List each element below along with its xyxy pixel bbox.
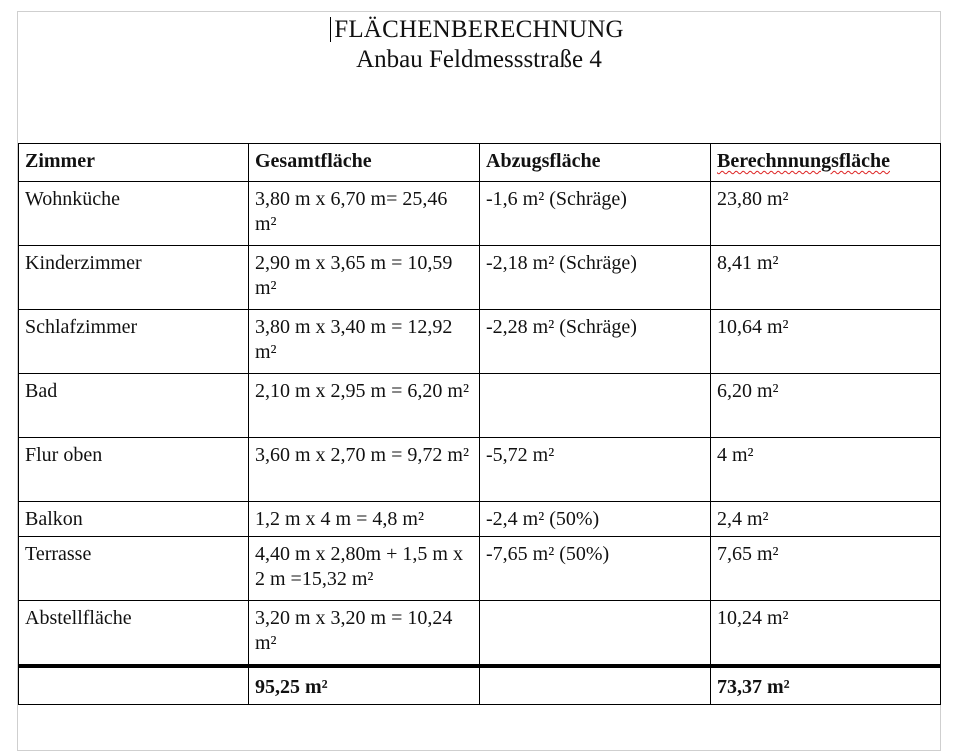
table-row [19,438,941,502]
cell-result[interactable]: 4 m² [711,438,941,502]
cell-deduction[interactable]: -5,72 m² [480,438,711,502]
cell-total[interactable]: 2,90 m x 3,65 m = 10,59 m² [249,246,480,310]
table-row [19,182,941,246]
header-calculated-area[interactable] [711,144,941,182]
cell-room[interactable]: Balkon [19,502,249,537]
cell-result[interactable]: 2,4 m² [711,502,941,537]
table-header-row [19,144,941,182]
total-area-sum[interactable]: 95,25 m² [249,666,480,705]
text-cursor [330,17,331,42]
cell-result[interactable]: 6,20 m² [711,374,941,438]
table-row [19,502,941,537]
cell-total[interactable]: 3,80 m x 6,70 m= 25,46 m² [249,182,480,246]
cell-total[interactable]: 4,40 m x 2,80m + 1,5 m x 2 m =15,32 m² [249,537,480,601]
cell-result[interactable]: 10,24 m² [711,601,941,667]
cell-total[interactable]: 2,10 m x 2,95 m = 6,20 m² [249,374,480,438]
header-total-area[interactable]: Gesamtfläche [249,144,480,182]
cell-room[interactable]: Bad [19,374,249,438]
document-subtitle[interactable]: Anbau Feldmessstraße 4 [356,46,602,73]
cell-deduction[interactable] [480,601,711,667]
cell-result[interactable]: 7,65 m² [711,537,941,601]
cell-room[interactable]: Schlafzimmer [19,310,249,374]
cell-room[interactable]: Wohnküche [19,182,249,246]
area-table [18,143,941,705]
cell-room[interactable]: Abstellfläche [19,601,249,667]
document-title-text: FLÄCHENBERECHNUNG [334,16,624,43]
table-row [19,601,941,667]
table-row [19,310,941,374]
total-room-cell[interactable] [19,666,249,705]
cell-total[interactable]: 3,60 m x 2,70 m = 9,72 m² [249,438,480,502]
header-room[interactable]: Zimmer [19,144,249,182]
title-block [18,12,940,75]
cell-room[interactable]: Terrasse [19,537,249,601]
cell-total[interactable]: 3,80 m x 3,40 m = 12,92 m² [249,310,480,374]
document-page[interactable] [17,11,941,751]
header-calculated-area-text: Berechnnungsfläche [717,150,890,172]
totals-row [19,666,941,705]
cell-result[interactable]: 8,41 m² [711,246,941,310]
cell-room[interactable]: Kinderzimmer [19,246,249,310]
cell-deduction[interactable]: -1,6 m² (Schräge) [480,182,711,246]
cell-deduction[interactable]: -2,18 m² (Schräge) [480,246,711,310]
cell-room[interactable]: Flur oben [19,438,249,502]
cell-deduction[interactable] [480,374,711,438]
cell-deduction[interactable]: -2,28 m² (Schräge) [480,310,711,374]
total-result-sum[interactable]: 73,37 m² [711,666,941,705]
document-title[interactable] [334,15,624,45]
total-deduction-cell[interactable] [480,666,711,705]
cell-total[interactable]: 1,2 m x 4 m = 4,8 m² [249,502,480,537]
cell-deduction[interactable]: -7,65 m² (50%) [480,537,711,601]
table-row [19,374,941,438]
cell-result[interactable]: 23,80 m² [711,182,941,246]
header-deduction-area[interactable]: Abzugsfläche [480,144,711,182]
cell-deduction[interactable]: -2,4 m² (50%) [480,502,711,537]
table-row [19,537,941,601]
cell-total[interactable]: 3,20 m x 3,20 m = 10,24 m² [249,601,480,667]
table-row [19,246,941,310]
cell-result[interactable]: 10,64 m² [711,310,941,374]
